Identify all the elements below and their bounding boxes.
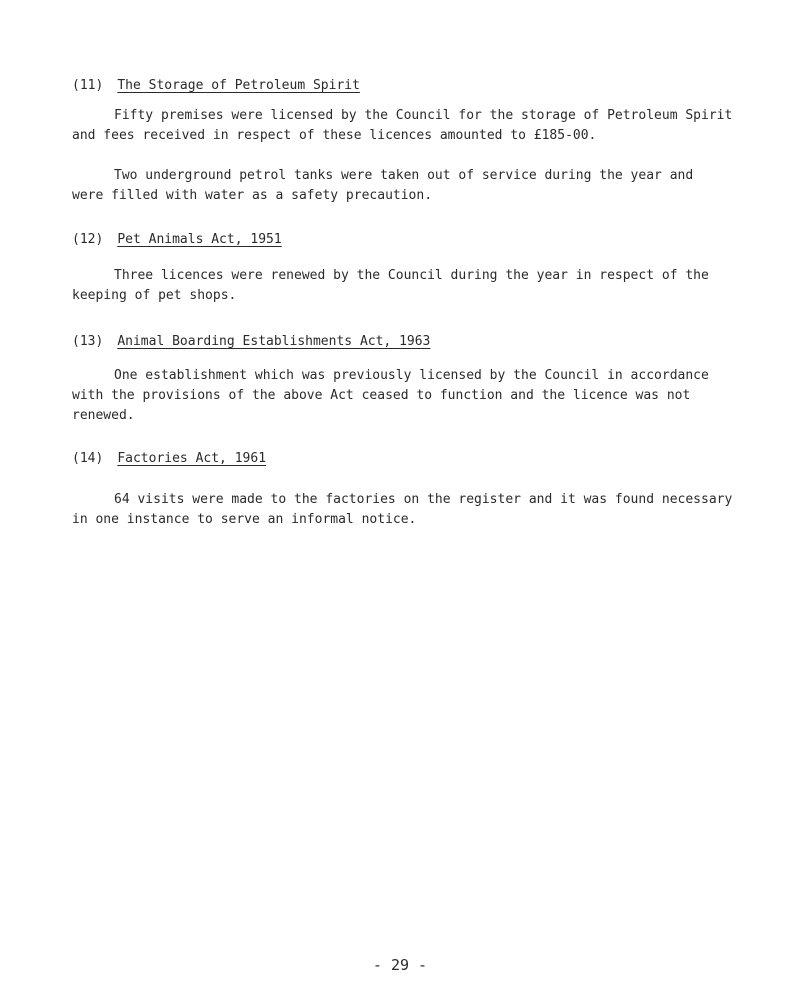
section-number: (11) — [72, 78, 104, 93]
section-heading-12 — [72, 232, 282, 247]
section-heading-13 — [72, 334, 430, 349]
text-line: Three licences were renewed by the Council during the year in respect of the — [114, 268, 709, 283]
text-line: One establishment which was previously licensed by the Council in accordance — [114, 368, 709, 383]
text-line: Fifty premises were licensed by the Council for the storage of Petroleum Spirit — [114, 108, 733, 123]
paragraph — [72, 266, 772, 306]
text-line: and fees received in respect of these licences amounted to £185-00. — [72, 128, 597, 143]
paragraph — [72, 366, 772, 426]
section-heading-11 — [72, 78, 360, 93]
text-line: renewed. — [72, 408, 135, 423]
section-number: (12) — [72, 232, 104, 247]
text-line: were filled with water as a safety precaution. — [72, 188, 433, 203]
text-line: in one instance to serve an informal notice. — [72, 512, 417, 527]
page-number: - 29 - — [372, 956, 428, 974]
text-line: 64 visits were made to the factories on the register and it was found necessary — [114, 492, 733, 507]
section-title: Pet Animals Act, 1951 — [117, 232, 282, 247]
paragraph — [72, 106, 772, 146]
section-title: Animal Boarding Establishments Act, 1963 — [117, 334, 431, 349]
section-number: (14) — [72, 451, 104, 466]
section-title: The Storage of Petroleum Spirit — [117, 78, 360, 93]
section-heading-14 — [72, 451, 266, 466]
section-number: (13) — [72, 334, 104, 349]
section-title: Factories Act, 1961 — [117, 451, 267, 466]
paragraph — [72, 490, 772, 530]
text-line: with the provisions of the above Act ceased to function and the licence was not — [72, 388, 691, 403]
paragraph — [72, 166, 772, 206]
text-line: Two underground petrol tanks were taken out of service during the year and — [114, 168, 694, 183]
text-line: keeping of pet shops. — [72, 288, 237, 303]
